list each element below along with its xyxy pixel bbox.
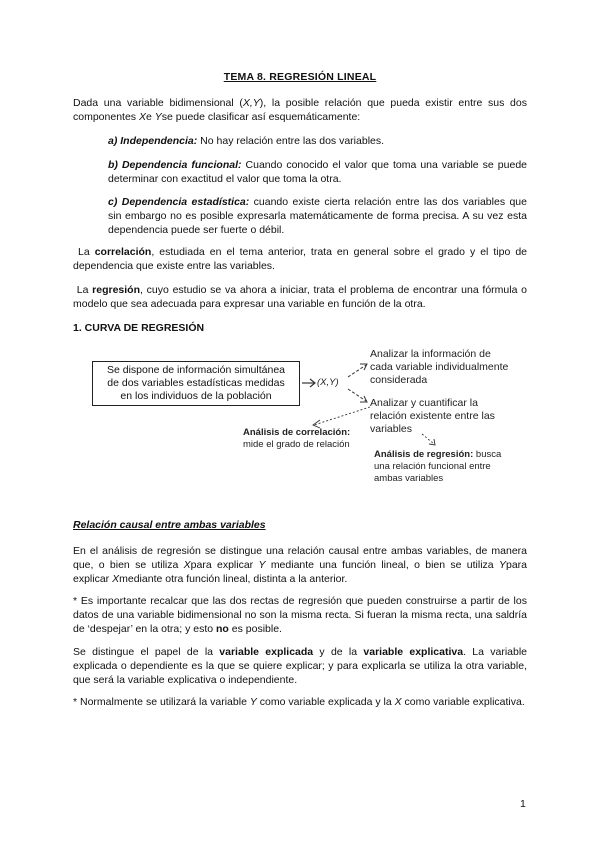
bottom-branch-text: Analizar y cuantificar la relación existente entre las variables <box>370 397 495 436</box>
top-branch-text: Analizar la información de cada variable individualmente considerada <box>370 348 509 387</box>
arrow-to-bottom <box>348 389 366 401</box>
section-heading: 1. CURVA DE REGRESIÓN <box>73 322 205 334</box>
box-line: en los individuos de la población <box>120 390 272 403</box>
box-line: de dos variables estadísticas medidas <box>107 377 285 390</box>
normal-paragraph: * Normalmente se utilizará la variable Y como variable explicada y la X como variable explicativa. <box>73 696 525 708</box>
arrow-to-top <box>348 365 366 377</box>
intro-paragraph: Dada una variable bidimensional (X,Y), la posible relación que pueda existir entre sus dos componentes Xe Yse puede clasificar así esquemáticamente: <box>73 97 527 123</box>
arrowhead <box>360 364 367 370</box>
arrow-to-correlation <box>314 407 370 425</box>
variables-paragraph: Se distingue el papel de la variable explicada y de la variable explicativa. La variable explicada o dependiente es la que se quiere explicar; y para explicarla se utiliza la otra variable, que será la variable explicativa o independiente. <box>73 646 528 686</box>
regression-note: Análisis de regresión: busca una relación funcional entre ambas variables <box>374 449 502 484</box>
page-title: TEMA 8. REGRESIÓN LINEAL <box>223 71 377 83</box>
item-independencia: a) Independencia: No hay relación entre las dos variables. <box>108 135 385 147</box>
item-dependencia-estadistica: c) Dependencia estadística: cuando existe cierta relación entre las dos variables que sin embargo no es posible expresarla matemáticamente de forma precisa. A su vez esta dependencia puede ser fuerte o débil. <box>108 196 527 236</box>
regresion-paragraph: La regresión, cuyo estudio se va ahora a iniciar, trata el problema de encontrar una fórmula o modelo que sea adecuada para expresar una variable en función de la otra. <box>73 284 527 310</box>
regression-arrow <box>420 432 450 448</box>
pair-label: (X,Y) <box>317 377 339 388</box>
diagram-info-box <box>92 361 300 406</box>
causal-paragraph: En el análisis de regresión se distingue una relación causal entre ambas variables, de manera que, o bien se utiliza Xpara explicar Y mediante una función lineal, o bien se utiliza Ypara explicar Xmediante otra función lineal, distinta a la anterior. <box>73 545 527 585</box>
note-paragraph: * Es importante recalcar que las dos rectas de regresión que pueden construirse a partir de los datos de una variable bidimensional no son la misma recta. Si fueran la misma recta, una saldría de ‘despejar’ en la otra; y esto no es posible. <box>73 595 527 635</box>
arrowhead <box>360 396 367 402</box>
box-line: Se dispone de información simultánea <box>106 364 286 376</box>
page-number: 1 <box>520 798 526 810</box>
correlation-note: Análisis de correlación: mide el grado de relación <box>243 427 351 450</box>
correlacion-paragraph: La correlación, estudiada en el tema anterior, trata en general sobre el grado y el tipo de dependencia que existe entre las variables. <box>73 246 527 272</box>
subsection-heading: Relación causal entre ambas variables <box>73 519 266 531</box>
item-dependencia-funcional: b) Dependencia funcional: Cuando conocido el valor que toma una variable se puede determinar con exactitud el valor que toma la otra. <box>108 159 527 185</box>
